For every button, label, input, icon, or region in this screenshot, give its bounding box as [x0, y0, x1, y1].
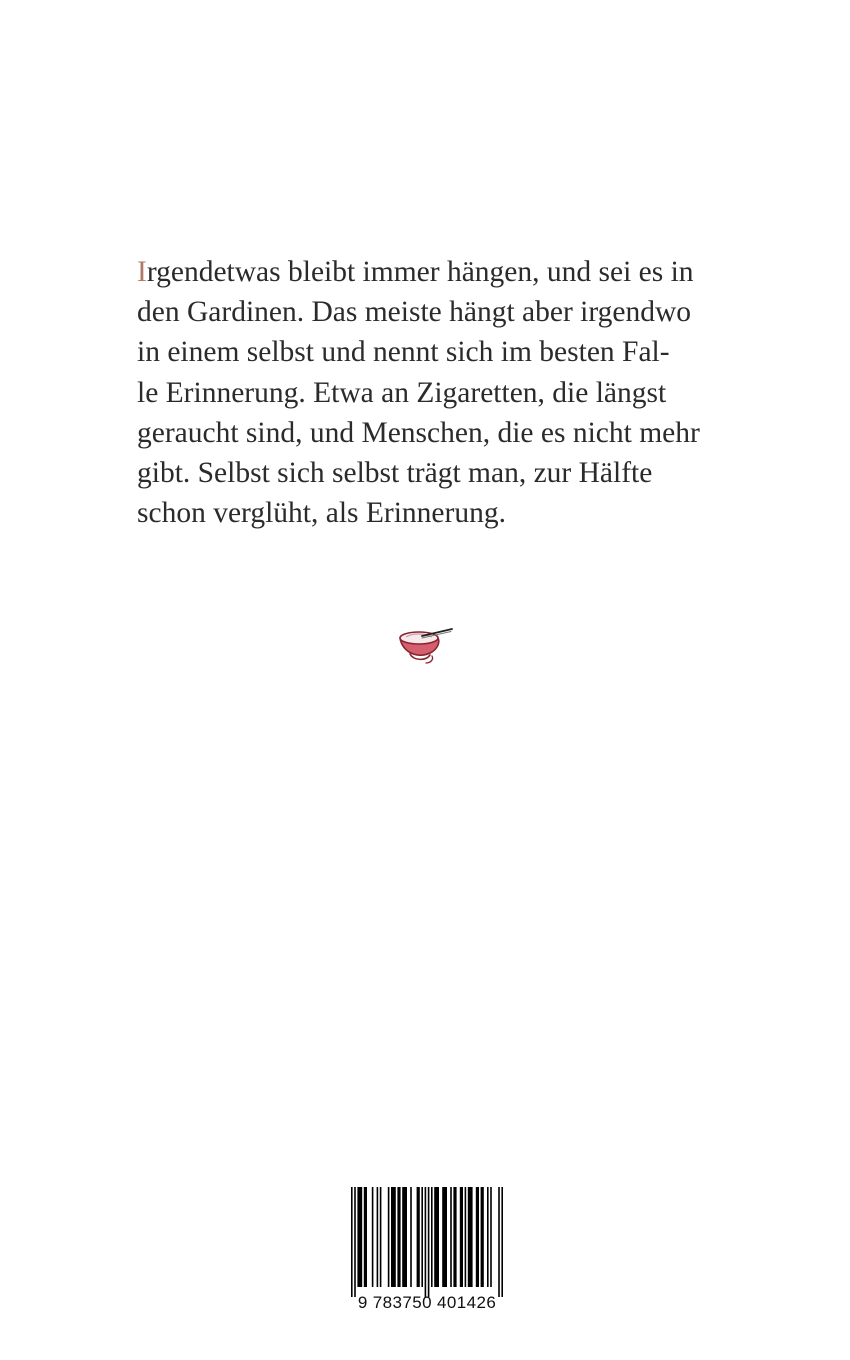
barcode-bars: [344, 1185, 510, 1297]
barcode-bar: [391, 1187, 396, 1287]
barcode-bar: [380, 1187, 382, 1287]
barcode-bar: [468, 1187, 473, 1287]
barcode-bar: [377, 1187, 379, 1287]
blurb-line-3: in einem selbst und nennt sich im besten Fal-: [137, 336, 670, 369]
barcode-bar: [476, 1187, 479, 1287]
barcode-bar: [442, 1187, 447, 1287]
blurb-line-7: schon verglüht, als Erinnerung.: [137, 497, 506, 530]
blurb-line-2: den Gardinen. Das meiste hängt aber irgendwo: [137, 296, 692, 329]
isbn-barcode: [344, 1185, 510, 1320]
barcode-bar: [481, 1187, 484, 1287]
barcode-bar: [354, 1187, 356, 1297]
barcode-bar: [465, 1187, 467, 1287]
barcode-bar: [460, 1187, 463, 1287]
blurb-text: [137, 252, 797, 533]
barcode-bar: [434, 1187, 439, 1287]
barcode-bar: [410, 1187, 412, 1287]
ashtray-icon: [396, 622, 456, 666]
drop-initial: I: [137, 256, 147, 288]
barcode-bar: [372, 1187, 374, 1287]
barcode-bar: [450, 1187, 452, 1287]
barcode-bar: [490, 1187, 492, 1287]
barcode-bar: [357, 1187, 362, 1287]
barcode-bar: [417, 1187, 420, 1287]
barcode-bar: [388, 1187, 390, 1287]
barcode-bar: [421, 1187, 423, 1287]
barcode-digits: 9 783750 401426: [357, 1293, 497, 1312]
barcode-bar: [428, 1187, 430, 1297]
barcode-bar: [397, 1187, 400, 1287]
blurb-line-6: gibt. Selbst sich selbst trägt man, zur Hälfte: [137, 457, 653, 490]
barcode-bar: [425, 1187, 427, 1297]
blurb-line-5: geraucht sind, und Menschen, die es nicht mehr: [137, 416, 700, 449]
blurb-line-4: le Erinnerung. Etwa an Zigaretten, die längst: [137, 376, 667, 409]
barcode-bar: [487, 1187, 489, 1287]
barcode-bar: [364, 1187, 367, 1287]
barcode-bar: [351, 1187, 353, 1297]
blurb-line-1: Irgendetwas bleibt immer hängen, und sei es in: [137, 256, 694, 288]
barcode-bar: [501, 1187, 503, 1297]
barcode-bar: [402, 1187, 407, 1287]
barcode-bar: [431, 1187, 433, 1287]
barcode-bar: [453, 1187, 456, 1287]
barcode-bar: [498, 1187, 500, 1297]
